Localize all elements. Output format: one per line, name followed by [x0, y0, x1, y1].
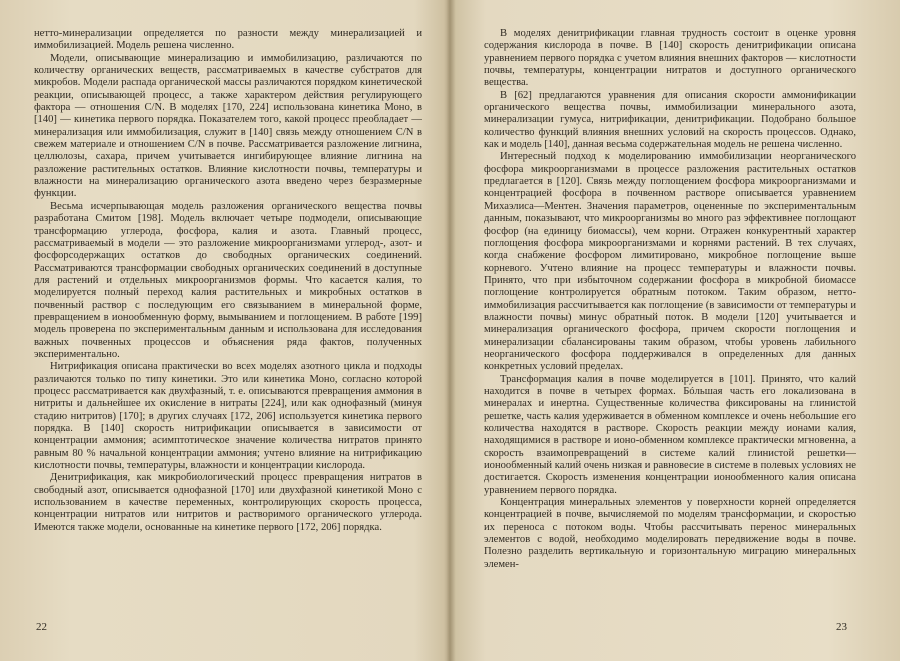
right-paragraph-3: Интересный подход к моделированию иммобилизации неорганического фосфора микроорганизмами в процессе разложения растительных остатков предлагается в [120]. Связь между поглощением фосфора микроорганизмами и концентрацией фосфора в почвенном растворе описывается уравнением Михаэлиса—Ментен. Значения параметров, оцененные по экспериментальным данным, показывают, что микроорганизмы во много раз эффективнее поглощают фосфор (на единицу биомассы), чем корни. Отражен конкурентный характер поглощения фосфора микроорганизмами и корнями растений. В тех случаях, когда снабжение фосфором лимитировано, микробное поглощение выше корневого. Учтено влияние на процесс температуры и влажности почвы. Принято, что при избыточном содержании фосфора в микробной биомассе поглощение контролируется обратным потоком. Таким образом, нетто-иммобилизация рассчитывается как поглощение (в зависимости от температуры и влажности почвы) минус обратный поток. В модели [120] учитывается и минерализация органического фосфора, причем скорости поглощения и минерализации сбалансированы таким образом, чтобы уровень лабильного неорганического фосфора поддерживался в определенных для данных конкретных условий пределах. [484, 151, 856, 373]
right-paragraph-1: В моделях денитрификации главная трудность состоит в оценке уровня содержания кислорода в почве. В [140] скорость денитрификации описана уравнением первого порядка с учетом влияния внешних факторов — кислотности почвы, температуры, концентрации нитратов и доступного органического вещества. [484, 28, 856, 89]
right-paragraph-4: Трансформация калия в почве моделируется в [101]. Принято, что калий находится в почве в четырех формах. Бóльшая часть его локализована в минералах и инертна. Существенные количества фиксированы на глинистой решетке, часть калия удерживается в обменном комплексе и очень небольшие его количества находятся в растворе. Скорость реакции между ионами калия, находящимися в растворе и ионо-обменном комплексе практически мгновенна, а скорость взаимопревращений в системе калий глинистой решетки—ионообменный калий очень низкая и равновесие в системе в полевых условиях не достигается. Скорость изменения концентрации ионообменного калия описана уравнением первого порядка. [484, 373, 856, 496]
left-paragraph-3: Весьма исчерпывающая модель разложения органического вещества почвы разработана Смитом [198]. Модель включает четыре подмодели, описывающие трансформацию углерода, фосфора, калия и азота. Главный процесс, рассматриваемый в модели — это разложение микроорганизмами углерод-, азот- и фосфорсодержащих остатков до свободных органических соединений. Рассматриваются трансформации свободных органических соединений в доступные для растений и отдельных микроорганизмов формы. Что касается калия, то моделируется полный переход калия растительных и микробных остатков в почвенный раствор с последующим его связыванием в минеральной форме, превращением в ионообменную форму, вымыванием и поглощением. В работе [199] модель проверена по экспериментальным данным и использована для исследования важных почвенных процессов и объяснения ряда фактов, полученных экспериментально. [34, 200, 422, 360]
book-gutter [444, 0, 456, 661]
left-paragraph-4: Нитрификация описана практически во всех моделях азотного цикла и подходы различаются только по типу кинетики. Это или кинетика Моно, согласно которой процесс рассматривается как двухфазный, т. е. описываются превращения аммония в нитриты и дальнейшее их окисление в нитраты [224], или как однофазный (минуя стадию нитритов) [170]; в других случаях [172, 206] используется кинетика первого порядка. В [140] скорость нитрификации описывается в зависимости от концентрации аммония; асимптотическое значение количества нитратов принято равным 80 % начальной концентрации аммония; учтено влияние на нитрификацию кислотности почвы, температуры, влажности и концентрации кислорода. [34, 361, 422, 472]
right-paragraph-2: В [62] предлагаются уравнения для описания скорости аммонификации органического вещества почвы, иммобилизации минерального азота, минерализации гумуса, нитрификации, денитрификации. Подобрано большое количество функций влияния внешних условий на скорость процессов. Однако, как и модель [140], данная весьма содержательная модель не решена численно. [484, 89, 856, 151]
left-paragraph-5: Денитрификация, как микробиологический процесс превращения нитратов в свободный азот, описывается однофазной [170] или двухфазной кинетикой Моно с использованием в качестве переменных, контролирующих скорость процесса, концентрации нитратов или нитритов и растворимого органического углерода. Имеются также модели, основанные на кинетике первого [172, 206] порядка. [34, 472, 422, 533]
right-page-number: 23 [836, 621, 847, 633]
left-page-number: 22 [36, 621, 47, 633]
left-page [34, 28, 422, 628]
left-paragraph-1: нетто-минерализации определяется по разности между минерализацией и иммобилизацией. Модель решена численно. [34, 28, 422, 52]
right-page [484, 28, 856, 628]
left-paragraph-2: Модели, описывающие минерализацию и иммобилизацию, различаются по количеству органических веществ, рассматриваемых в качестве субстратов для микробов. Модели распада органической массы различаются порядком кинетической реакции, описывающей процесс, а также характером действия регулирующего фактора — отношения C/N. В моделях [170, 224] использована кинетика Моно, в [140] — кинетика первого порядка. Показателем того, какой процесс преобладает — минерализация или иммобилизация, служит в [140] связь между отношением C/N в свежем материале и отношением C/N в почве. Рассматривается разложение лигнина, целлюлозы, сахара, причем учитывается ингибирующее влияние лигнина на разложение растительных остатков. Влияние кислотности почвы, температуры и влажности на минерализацию органического азота введено через безразмерные функции. [34, 52, 422, 200]
right-paragraph-5: Концентрация минеральных элементов у поверхности корней определяется концентрацией в почве, вычисляемой по моделям трансформации, и скоростью их переноса с потоком воды. Чтобы рассчитывать перенос минеральных элементов с водой, необходимо моделировать передвижение воды в почве. Полезно разделить вертикальную и горизонтальную миграцию минеральных элемен- [484, 497, 856, 570]
